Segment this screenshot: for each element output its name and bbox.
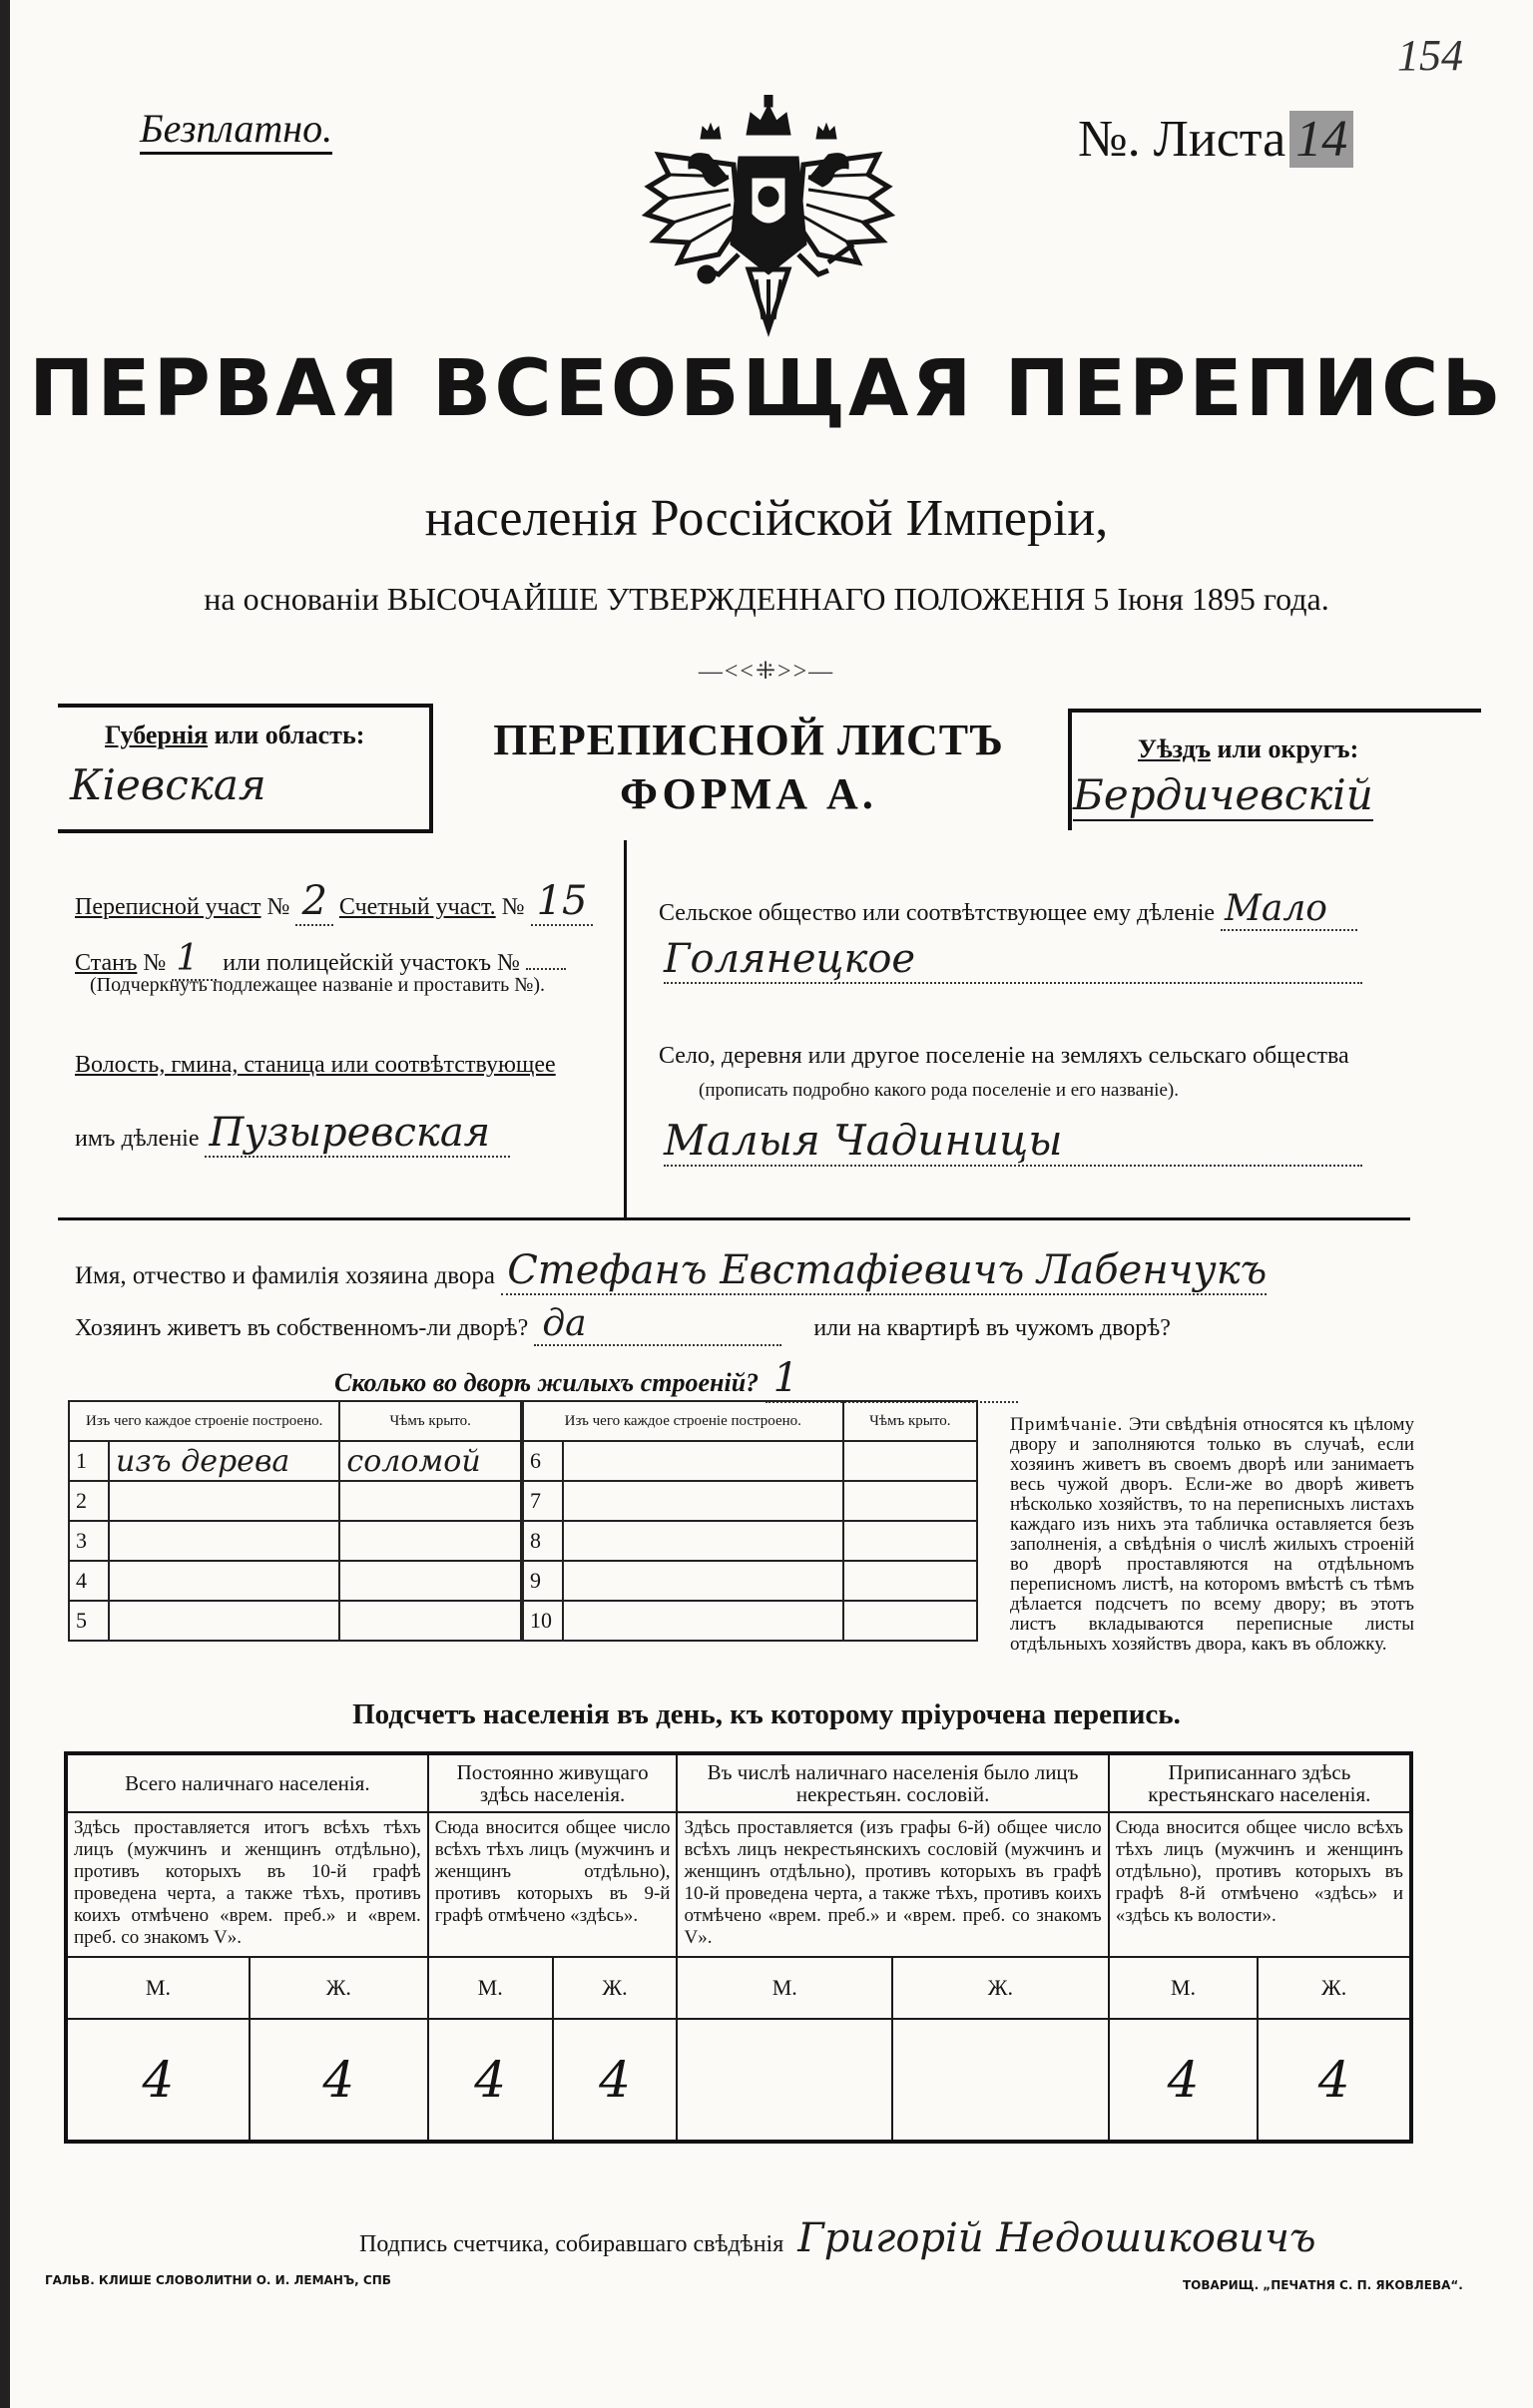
roof-cell: соломой [339, 1441, 521, 1481]
roof-cell [843, 1441, 977, 1481]
count-col2-female-header: Ж. [553, 1957, 678, 2019]
count-col1-male-header: М. [66, 1957, 250, 2019]
village-label: Село, деревня или другое поселеніе на земляхъ сельскаго общества [659, 1043, 1349, 1069]
roof-cell [339, 1481, 521, 1521]
count-col2-male-header: М. [428, 1957, 553, 2019]
district-divider [624, 840, 627, 1219]
printer-left: ГАЛЬВ. КЛИШЕ СЛОВОЛИТНИ О. И. ЛЕМАНЪ, СПБ [45, 2273, 391, 2287]
gubernia-label: Губернія или область: [105, 721, 365, 749]
built-cell [109, 1521, 339, 1561]
signature-value: Григорій Недошиковичъ [797, 2215, 1316, 2261]
col-built-header: Изъ чего каждое строеніе построено. [523, 1401, 843, 1441]
sheet-number [1078, 110, 1353, 169]
note-block [1010, 1415, 1414, 1655]
row-number: 7 [523, 1481, 563, 1521]
built-cell [563, 1481, 843, 1521]
volost-label: Волость, гмина, станица или соотвѣтствующее [75, 1052, 556, 1078]
count-col3-title: Въ числѣ наличнаго населенія было лицъ некрестьян. сословій. [677, 1753, 1108, 1812]
roof-cell [339, 1601, 521, 1641]
built-cell [563, 1561, 843, 1601]
owner-row: Имя, отчество и фамилія хозяина двора Стефанъ Евстафіевичъ Лабенчукъ [75, 1247, 1268, 1293]
row-number: 2 [69, 1481, 109, 1521]
note-title: Примѣчаніе. [1010, 1414, 1124, 1435]
built-cell [563, 1601, 843, 1641]
count-col3-female-value [892, 2019, 1109, 2142]
count-col2-title: Постоянно живущаго здѣсь населенія. [428, 1753, 678, 1812]
stan-row: Станъ № 1 или полицейскій участокъ № [75, 938, 566, 979]
form-title-line1: ПЕРЕПИСНОЙ ЛИСТЪ [493, 716, 1004, 764]
count-col1-female-header: Ж. [250, 1957, 428, 2019]
district-note: (Подчеркнуть подлежащее названіе и проставить №). [90, 974, 545, 996]
roof-cell [843, 1481, 977, 1521]
row-number: 5 [69, 1601, 109, 1641]
count-col3-desc: Здѣсь проставляется (изъ графы 6-й) общее число всѣхъ лицъ некрестьянскихъ сословій (мужчинъ и женщинъ отдѣльно), противъ которыхъ въ графѣ 10-й проведена черта, а также тѣхъ, противъ коихъ отмѣчено «врем. преб.» и «врем. преб. со знакомъ V». [677, 1812, 1108, 1957]
count-col1-desc: Здѣсь проставляется итогъ всѣхъ тѣхъ лицъ (мужчинъ и женщинъ отдѣльно), противъ которыхъ въ 10-й графѣ проведена черта, а также тѣхъ, противъ коихъ отмѣчено «врем. преб.» и «врем. преб. со знакомъ V». [66, 1812, 428, 1957]
count-col4-title: Приписаннаго здѣсь крестьянскаго населенія. [1109, 1753, 1411, 1812]
free-label: Безплатно. [140, 105, 332, 155]
built-cell [563, 1521, 843, 1561]
row-number: 8 [523, 1521, 563, 1561]
built-cell [109, 1481, 339, 1521]
printer-right: ТОВАРИЩ. „ПЕЧАТНЯ С. П. ЯКОВЛЕВА“. [1183, 2278, 1463, 2292]
count-col1-title: Всего наличнаго населенія. [66, 1753, 428, 1812]
count-col3-male-header: М. [677, 1957, 892, 2019]
count-col4-male-header: М. [1109, 1957, 1259, 2019]
gubernia-value: Кіевская [70, 760, 266, 809]
count-heading: Подсчетъ населенія въ день, къ которому пріурочена перепись. [352, 1698, 1181, 1730]
row-number: 4 [69, 1561, 109, 1601]
count-col2-male-value: 4 [428, 2019, 553, 2142]
count-col1-female-value: 4 [250, 2019, 428, 2142]
row-number: 1 [69, 1441, 109, 1481]
census-subtitle: населенія Россійской Имперіи, [424, 490, 1109, 547]
built-cell [109, 1601, 339, 1641]
buildings-table-left [68, 1400, 522, 1642]
count-col4-male-value: 4 [1109, 2019, 1259, 2142]
roof-cell [339, 1521, 521, 1561]
society-row: Сельское общество или соотвѣтствующее ему дѣленіе Мало [659, 888, 1357, 929]
count-col4-desc: Сюда вносится общее число всѣхъ тѣхъ лицъ (мужчинъ и женщинъ отдѣльно), противъ которыхъ въ графѣ 8-й отмѣчено «здѣсь» и «здѣсь къ волости». [1109, 1812, 1411, 1957]
row-number: 9 [523, 1561, 563, 1601]
village-value: Малыя Чадиницы [664, 1116, 1362, 1167]
count-col3-female-header: Ж. [892, 1957, 1109, 2019]
row-number: 3 [69, 1521, 109, 1561]
roof-cell [339, 1561, 521, 1601]
uezd-value: Бердичевскій [1073, 770, 1373, 819]
ornament-divider: —<<⁜>>— [698, 659, 835, 685]
population-count-table [64, 1751, 1413, 2144]
residence-row: Хозяинъ живетъ въ собственномъ-ли дворѣ? да или на квартирѣ въ чужомъ дворѣ? [75, 1303, 1171, 1344]
col-roof-header: Чѣмъ крыто. [843, 1401, 977, 1441]
village-note: (прописать подробно какого рода поселеніе и его названіе). [699, 1080, 1179, 1101]
count-col4-female-header: Ж. [1258, 1957, 1411, 2019]
roof-cell [843, 1521, 977, 1561]
built-cell [563, 1441, 843, 1481]
count-col2-desc: Сюда вносится общее число всѣхъ тѣхъ лицъ (мужчинъ и женщинъ отдѣльно), противъ которыхъ въ 9-й графѣ отмѣчено «здѣсь». [428, 1812, 678, 1957]
note-text: Эти свѣдѣнія относятся къ цѣлому двору и заполняются только въ случаѣ, если хозяинъ живетъ въ своемъ дворѣ или занимаетъ весь чужой дворъ. Если-же во дворѣ живетъ нѣсколько хозяйствъ, то на переписныхъ листахъ каждаго изъ нихъ эта табличка оставляется безъ заполненія, а свѣдѣнія о числѣ жилыхъ строеній во дворѣ проставляются на отдѣльномъ переписномъ листѣ, на которомъ вмѣстѣ съ тѣмъ дѣлается подсчетъ по всему двору; въ этотъ листъ вкладываются переписные листы отдѣльныхъ хозяйствъ двора, какъ въ обложку. [1010, 1414, 1414, 1655]
count-col2-female-value: 4 [553, 2019, 678, 2142]
sheet-number-label: №. Листа [1078, 111, 1286, 168]
census-area-row: Переписной участ № 2 Счетный участ. № 15 [75, 878, 593, 924]
uezd-label: Уѣздъ или округъ: [1138, 734, 1359, 763]
count-col4-female-value: 4 [1258, 2019, 1411, 2142]
row-number: 10 [523, 1601, 563, 1641]
roof-cell [843, 1561, 977, 1601]
buildings-table-right [522, 1400, 978, 1642]
count-col1-male-value: 4 [66, 2019, 250, 2142]
roof-cell [843, 1601, 977, 1641]
buildings-row: Сколько во дворѣ жилыхъ строеній? 1 [334, 1355, 1018, 1401]
page-number-mark: 154 [1397, 31, 1463, 80]
sheet-number-value: 14 [1289, 111, 1353, 168]
double-headed-eagle-emblem [639, 95, 898, 344]
society-value-2: Голянецкое [664, 936, 1362, 984]
form-title-line2: ФОРМА А. [620, 769, 877, 818]
built-cell: изъ дерева [109, 1441, 339, 1481]
col-roof-header: Чѣмъ крыто. [339, 1401, 521, 1441]
row-number: 6 [523, 1441, 563, 1481]
count-col3-male-value [677, 2019, 892, 2142]
col-built-header: Изъ чего каждое строеніе построено. [69, 1401, 339, 1441]
built-cell [109, 1561, 339, 1601]
census-basis: на основаніи ВЫСОЧАЙШЕ УТВЕРЖДЕННАГО ПОЛОЖЕНІЯ 5 Іюня 1895 года. [204, 581, 1329, 617]
census-title: ПЕРВАЯ ВСЕОБЩАЯ ПЕРЕПИСЬ [29, 344, 1504, 434]
volost-row: имъ дѣленіе Пузыревская [75, 1110, 510, 1156]
signature-row: Подпись счетчика, собиравшаго свѣдѣнія Григорій Недошиковичъ [359, 2215, 1316, 2261]
